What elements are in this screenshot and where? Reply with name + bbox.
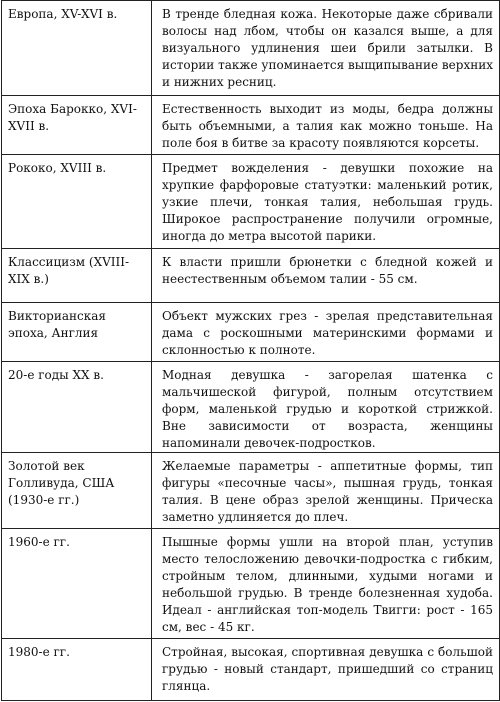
era-cell: Классицизм (XVIII-XIX в.)	[2, 249, 152, 303]
description-cell: Объект мужских грез - зрелая представительная дама с роскошными материнскими формами и склонностью к полноте.	[152, 303, 500, 362]
era-cell: 1980-е гг.	[2, 639, 152, 701]
era-cell: Викторианская эпоха, Англия	[2, 303, 152, 362]
description-cell: Предмет вожделения - девушки похожие на хрупкие фарфоровые статуэтки: маленький ротик, узкие плечи, тонкая талия, небольшая грудь. Широкое распространение получили огромные, иногда до метра высотой парики.	[152, 155, 500, 249]
description-cell: В тренде бледная кожа. Некоторые даже сбривали волосы над лбом, чтобы он казался выше, а для визуального удлинения шеи брили затылки. В истории также упоминается выщипывание верхних и нижних ресниц.	[152, 1, 500, 96]
era-cell: Золотой век Голливуда, США (1930-е гг.)	[2, 453, 152, 529]
era-cell: 1960-е гг.	[2, 529, 152, 639]
description-cell: Желаемые параметры - аппетитные формы, тип фигуры «песочные часы», пышная грудь, тонкая талия. В цене образ зрелой женщины. Прическа заметно удлиняется до плеч.	[152, 453, 500, 529]
description-cell: Стройная, высокая, спортивная девушка с большой грудью - новый стандарт, пришедший со страниц глянца.	[152, 639, 500, 701]
description-cell: Естественность выходит из моды, бедра должны быть объемными, а талия как можно тоньше. На поле боя в битве за красоту появляются корсеты.	[152, 96, 500, 155]
table-row	[2, 1, 500, 96]
description-cell: Модная девушка - загорелая шатенка с мальчишеской фигурой, полным отсутствием форм, маленькой грудью и короткой стрижкой. Вне зависимости от возраста, женщины напоминали девочек-подростков.	[152, 362, 500, 453]
description-cell: Пышные формы ушли на второй план, уступив место телосложению девочки-подростка с гибким, стройным телом, длинными, худыми ногами и небольшой грудью. В тренде болезненная худоба. Идеал - английская топ-модель Твигги: рост - 165 см, вес - 45 кг.	[152, 529, 500, 639]
table-row	[2, 362, 500, 453]
table-row	[2, 639, 500, 701]
table-row	[2, 249, 500, 303]
table-row	[2, 529, 500, 639]
era-cell: 20-е годы XX в.	[2, 362, 152, 453]
era-cell: Эпоха Барокко, XVI-XVII в.	[2, 96, 152, 155]
description-cell: К власти пришли брюнетки с бледной кожей и неестественным объемом талии - 55 см.	[152, 249, 500, 303]
table-row	[2, 155, 500, 249]
era-cell: Рококо, XVIII в.	[2, 155, 152, 249]
table-row	[2, 303, 500, 362]
table-row	[2, 96, 500, 155]
era-cell: Европа, XV-XVI в.	[2, 1, 152, 96]
history-beauty-table	[1, 0, 500, 701]
table-row	[2, 453, 500, 529]
